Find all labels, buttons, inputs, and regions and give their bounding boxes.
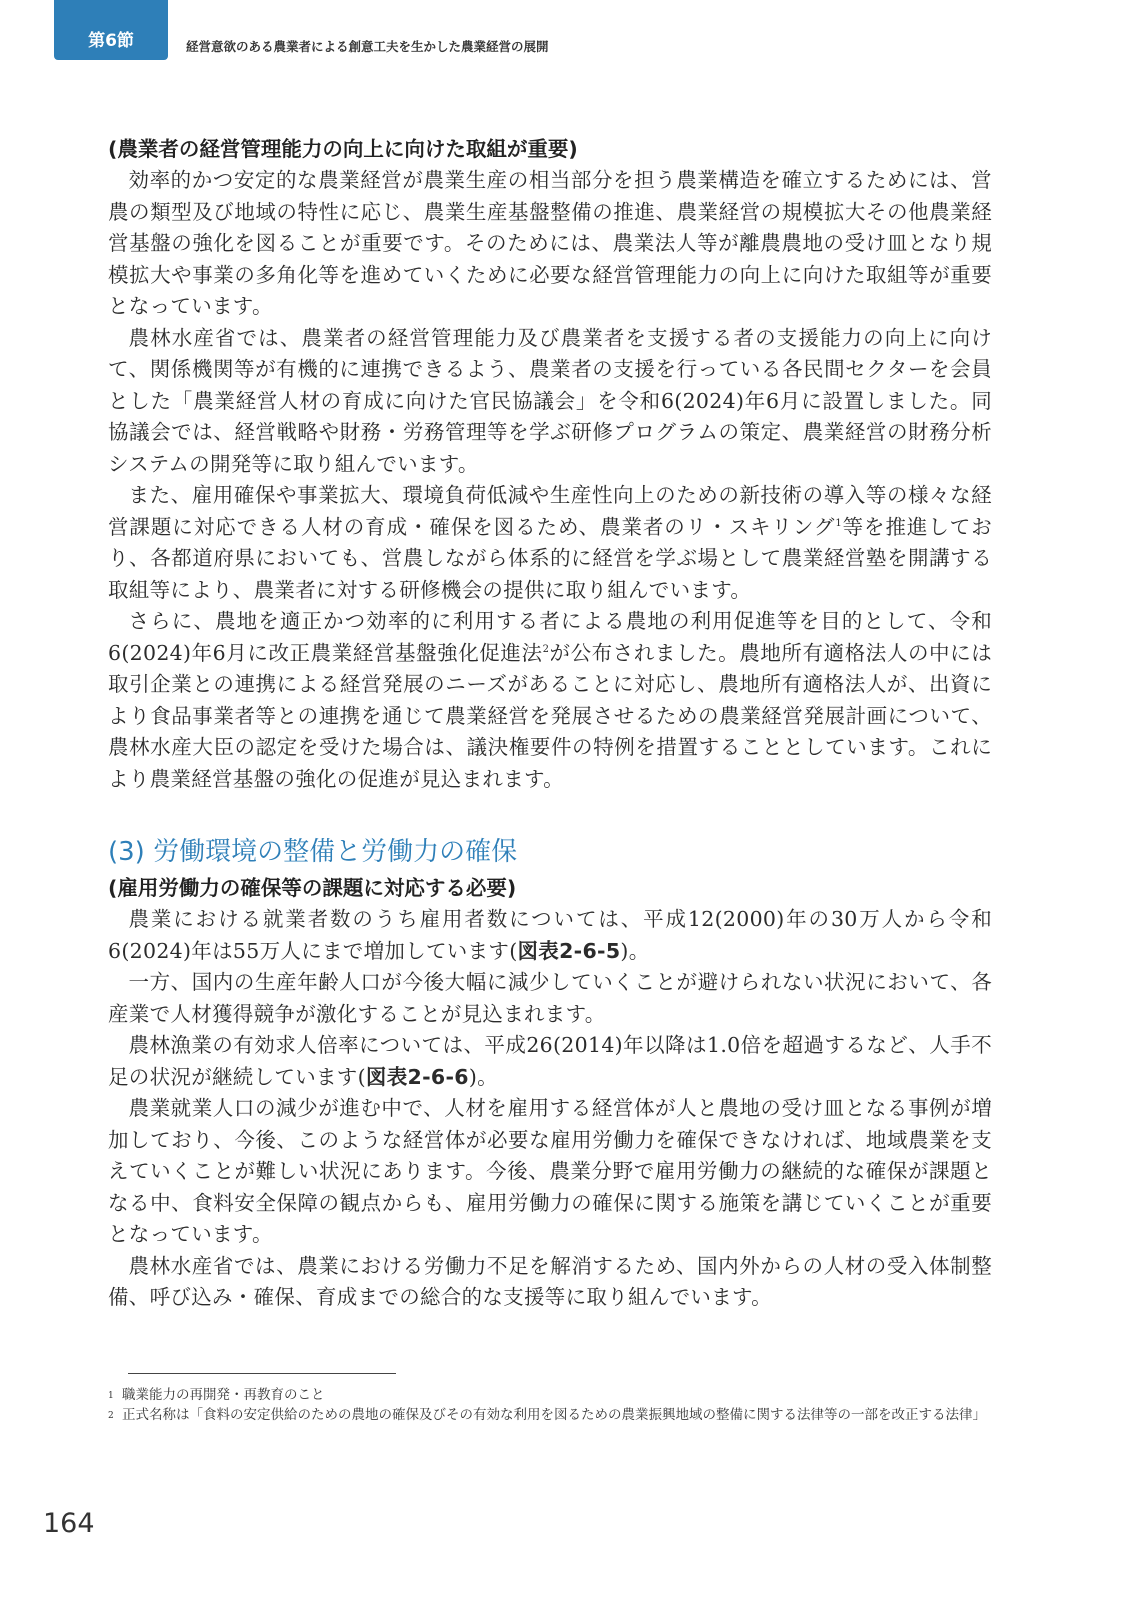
paragraph: 農林水産省では、農業における労働力不足を解消するため、国内外からの人材の受入体制整備、呼び込み・確保、育成までの総合的な支援等に取り組んでいます。 (108, 1253, 992, 1309)
footnote (108, 1406, 988, 1426)
paragraph: 農林水産省では、農業者の経営管理能力及び農業者を支援する者の支援能力の向上に向けて、関係機関等が有機的に連携できるよう、農業者の支援を行っている各民間セクターを会員とした「農業経営人材の育成に向けた官民協議会」を令和6(2024)年6月に設置しました。同協議会では、経営戦略や財務・労務管理等を学ぶ研修プログラムの策定、農業経営の財務分析システムの開発等に取り組んでいます。 (108, 325, 992, 476)
paragraph-text: また、雇用確保や事業拡大、環境負荷低減や生産性向上のための新技術の導入等の様々な経営課題に対応できる人材の育成・確保を図るため、農業者のリ・スキリング (108, 483, 992, 539)
footnotes (108, 1386, 988, 1426)
subhead-employed-labor: (雇用労働力の確保等の課題に対応する必要) (108, 876, 517, 900)
paragraph-text: が公布されました。農地所有適格法人の中には取引企業との連携による経営発展のニーズがあることに対応し、農地所有適格法人が、出資により食品事業者等との連携を通じて農業経営を発展させるための農業経営発展計画について、農林水産大臣の認定を受けた場合は、議決権要件の特例を措置することとしています。これにより農業経営基盤の強化の促進が見込まれます。 (108, 640, 992, 791)
figure-reference[interactable]: 図表2-6-5 (517, 938, 621, 963)
paragraph-text: 等を推進しており、各都道府県においても、営農しながら体系的に経営を学ぶ場として農業経営塾を開講する取組等により、農業者に対する研修機会の提供に取り組んでいます。 (108, 514, 992, 602)
paragraph-text: )。 (468, 1064, 498, 1089)
section-tab (54, 0, 168, 60)
paragraph: 農業就業人口の減少が進む中で、人材を雇用する経営体が人と農地の受け皿となる事例が増加しており、今後、このような経営体が必要な雇用労働力を確保できなければ、地域農業を支えていくことが難しい状況にあります。今後、農業分野で雇用労働力の継続的な確保が課題となる中、食料安全保障の観点からも、雇用労働力の確保に関する施策を講じていくことが重要となっています。 (108, 1096, 992, 1246)
paragraph (108, 904, 992, 967)
paragraph-text: さらに、農地を適正かつ効率的に利用する者による農地の利用促進等を目的として、令和6(2024)年6月に改正農業経営基盤強化促進法 (108, 609, 992, 665)
footnote (108, 1386, 988, 1406)
paragraph-text: 農業における就業者数のうち雇用者数については、平成12(2000)年の30万人から令和6(2024)年は55万人にまで増加しています( (108, 907, 992, 963)
paragraph: 一方、国内の生産年齢人口が今後大幅に減少していくことが避けられない状況において、各産業で人材獲得競争が激化することが見込まれます。 (108, 970, 992, 1026)
paragraph-text: )。 (620, 938, 650, 963)
main-content (108, 134, 992, 1314)
footnote-ref-2[interactable]: 2 (542, 643, 550, 655)
running-header-title: 経営意欲のある農業者による創意工夫を生かした農業経営の展開 (186, 39, 549, 54)
paragraph: 効率的かつ安定的な農業経営が農業生産の相当部分を担う農業構造を確立するためには、営農の類型及び地域の特性に応じ、農業生産基盤整備の推進、農業経営の規模拡大その他農業経営基盤の強化を図ることが重要です。そのためには、農業法人等が離農農地の受け皿となり規模拡大や事業の多角化等を進めていくために必要な経営管理能力の向上に向けた取組等が重要となっています。 (108, 168, 992, 318)
footnote-number: 1 (108, 1391, 114, 1401)
footnote-divider (128, 1373, 396, 1374)
figure-reference[interactable]: 図表2-6-6 (365, 1064, 469, 1089)
section-heading: (3) 労働環境の整備と労働力の確保 (108, 837, 518, 867)
subhead-management-capacity: (農業者の経営管理能力の向上に向けた取組が重要) (108, 137, 578, 161)
paragraph-text: 農林漁業の有効求人倍率については、平成26(2014)年以降は1.0倍を超過するなど、人手不足の状況が継続しています( (108, 1033, 992, 1089)
section-tab-label: 第6節 (88, 30, 134, 51)
footnote-number: 2 (108, 1411, 114, 1421)
footnote-text: 職業能力の再開発・再教育のこと (122, 1387, 325, 1403)
paragraph (108, 480, 992, 606)
paragraph (108, 606, 992, 795)
page-number: 164 (43, 1508, 95, 1539)
paragraph (108, 1030, 992, 1093)
footnote-ref-1[interactable]: 1 (835, 517, 842, 529)
footnote-text: 正式名称は「食料の安定供給のための農地の確保及びその有効な利用を図るための農業振興地域の整備に関する法律等の一部を改正する法律」 (122, 1407, 986, 1423)
